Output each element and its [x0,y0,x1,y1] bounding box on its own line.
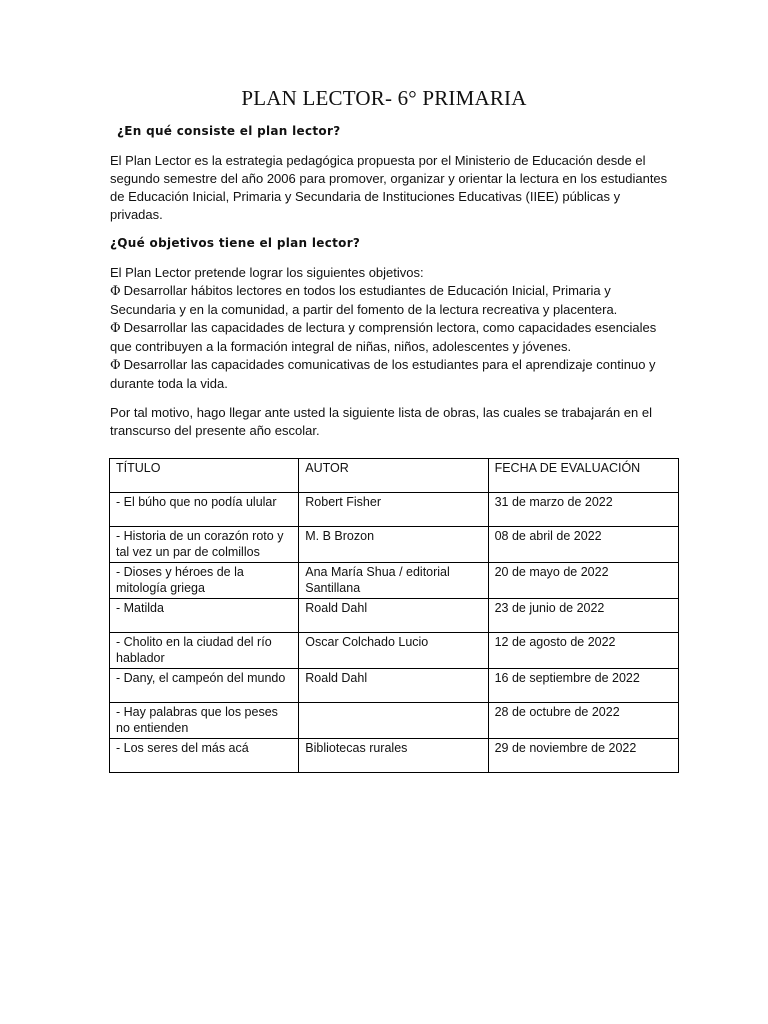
objectives-intro: El Plan Lector pretende lograr los siguientes objetivos: [110,265,424,280]
table-header-row [110,459,679,493]
section-body-consiste: El Plan Lector es la estrategia pedagógica propuesta por el Ministerio de Educación desde el segundo semestre del año 2006 para promover, organizar y orientar la lectura en los estudiantes de Educación Inicial, Primaria y Secundaria de Instituciones Educativas (IIEE) públicas y privadas. [110,153,668,222]
table-cell-fecha: 23 de junio de 2022 [488,599,678,633]
section-heading-objetivos: ¿Qué objetivos tiene el plan lector? [110,236,361,250]
table-cell-fecha: 08 de abril de 2022 [488,527,678,563]
table-cell-fecha: 28 de octubre de 2022 [488,703,678,739]
table-cell-fecha: 29 de noviembre de 2022 [488,739,678,773]
table-cell-titulo: - Dany, el campeón del mundo [110,669,299,703]
objectives-block [110,264,670,393]
table-row [110,493,679,527]
table-cell-autor: Roald Dahl [299,599,488,633]
table-cell-titulo: - Historia de un corazón roto y tal vez un par de colmillos [110,527,299,563]
table-header-titulo: TÍTULO [110,459,299,493]
closing-paragraph: Por tal motivo, hago llegar ante usted la siguiente lista de obras, las cuales se trabajarán en el transcurso del presente año escolar. [110,405,652,438]
table-cell-autor: Oscar Colchado Lucio [299,633,488,669]
table-cell-fecha: 31 de marzo de 2022 [488,493,678,527]
table-cell-fecha: 16 de septiembre de 2022 [488,669,678,703]
table-header-autor: AUTOR [299,459,488,493]
phi-bullet-icon: Φ [110,321,121,336]
objective-item: Φ Desarrollar hábitos lectores en todos los estudiantes de Educación Inicial, Primaria y Secundaria y en la comunidad, a partir del fomento de la lectura recreativa y placentera. [110,283,618,317]
section-heading-consiste: ¿En qué consiste el plan lector? [117,124,341,138]
table-cell-titulo: - Los seres del más acá [110,739,299,773]
table-row [110,599,679,633]
phi-bullet-icon: Φ [110,358,121,373]
table-cell-titulo: - Cholito en la ciudad del río hablador [110,633,299,669]
table-cell-titulo: - Hay palabras que los peses no entienden [110,703,299,739]
table-row [110,563,679,599]
table-cell-autor: M. B Brozon [299,527,488,563]
phi-bullet-icon: Φ [110,284,121,299]
table-cell-titulo: - Matilda [110,599,299,633]
table-row [110,739,679,773]
reading-list-table [109,458,679,773]
table-cell-autor: Robert Fisher [299,493,488,527]
objective-item: Φ Desarrollar las capacidades comunicativas de los estudiantes para el aprendizaje continuo y durante toda la vida. [110,357,656,391]
table-cell-fecha: 12 de agosto de 2022 [488,633,678,669]
table-cell-titulo: - Dioses y héroes de la mitología griega [110,563,299,599]
table-cell-titulo: - El búho que no podía ulular [110,493,299,527]
table-cell-autor: Roald Dahl [299,669,488,703]
table-row [110,527,679,563]
table-row [110,669,679,703]
table-cell-autor: Bibliotecas rurales [299,739,488,773]
table-row [110,703,679,739]
table-cell-fecha: 20 de mayo de 2022 [488,563,678,599]
table-header-fecha: FECHA DE EVALUACIÓN [488,459,678,493]
table-cell-autor [299,703,488,739]
page-title: PLAN LECTOR- 6° PRIMARIA [241,86,527,110]
table-cell-autor: Ana María Shua / editorial Santillana [299,563,488,599]
table-row [110,633,679,669]
objective-item: Φ Desarrollar las capacidades de lectura y comprensión lectora, como capacidades esenciales que contribuyen a la formación integral de niñas, niños, adolescentes y jóvenes. [110,320,657,354]
